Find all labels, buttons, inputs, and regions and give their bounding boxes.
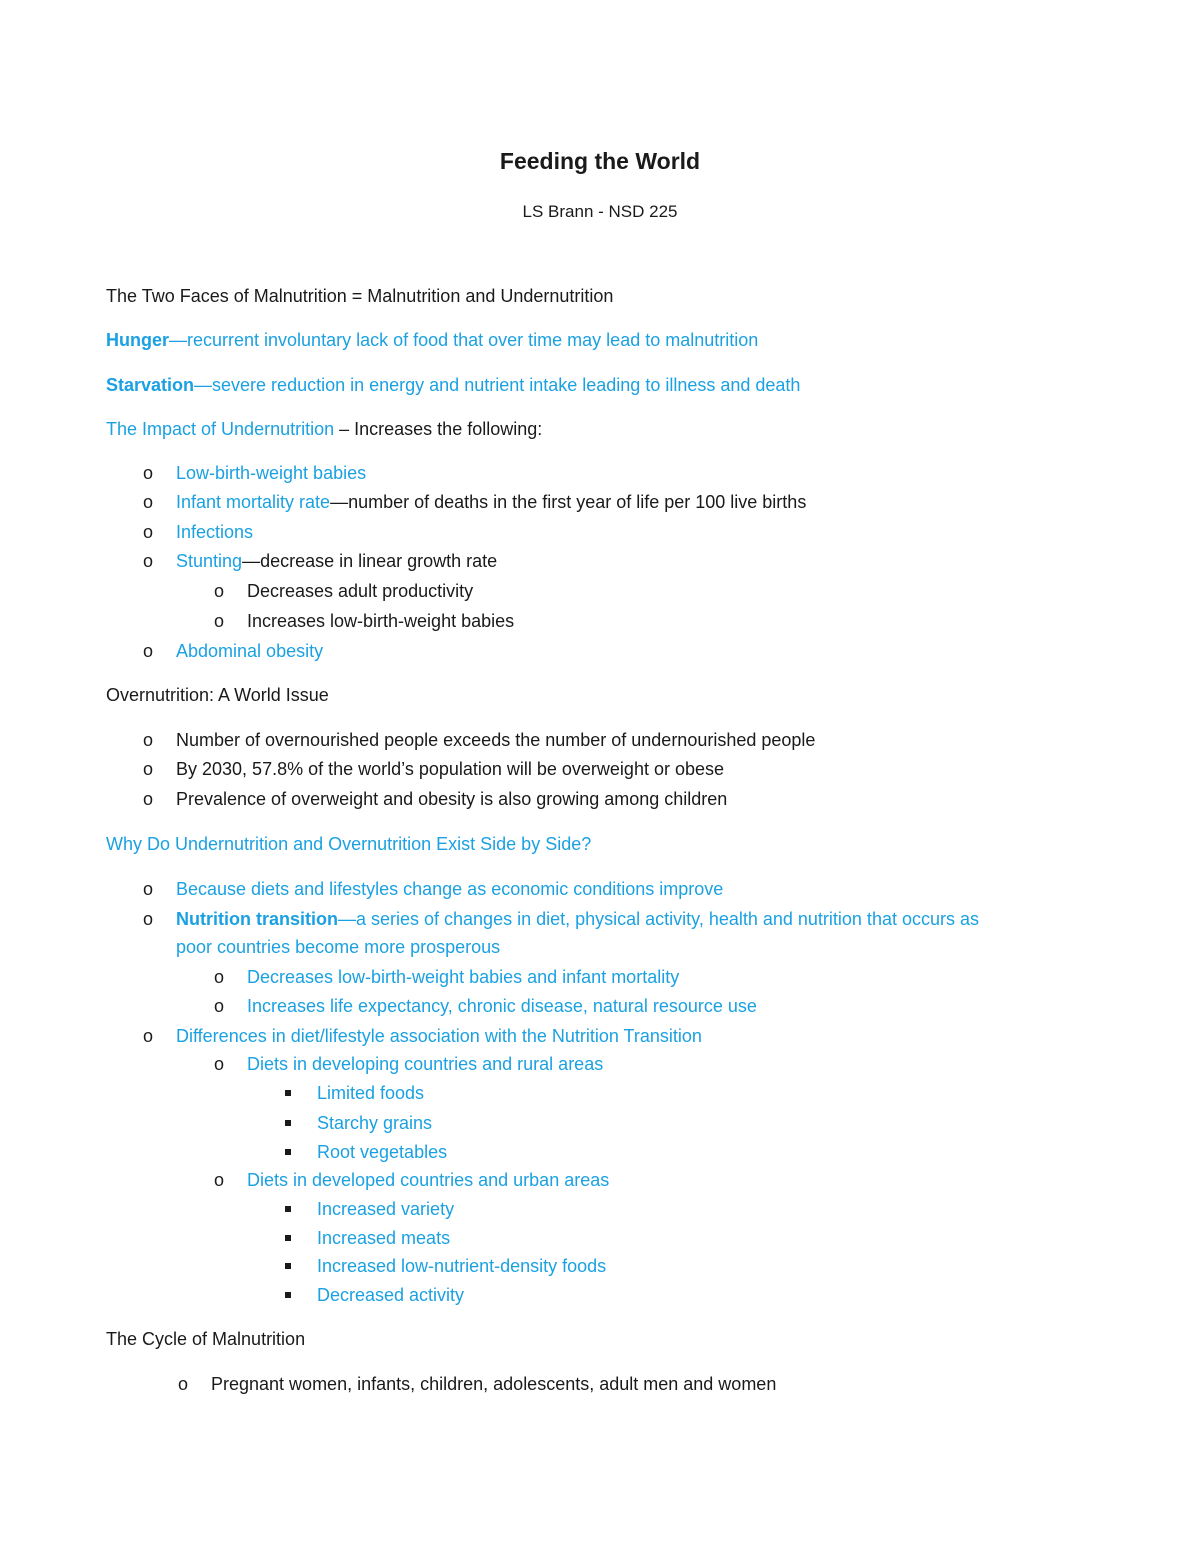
developing-diet-item: Starchy grains (317, 1113, 433, 1133)
starvation-term: Starvation (106, 375, 195, 395)
bullet-icon: o (143, 1026, 154, 1046)
nutrition-transition-def: —a series of changes in diet, physical activity, health and nutrition that occurs as (337, 909, 979, 929)
bullet-icon: o (143, 789, 154, 809)
overnutrition-item: Number of overnourished people exceeds the number of undernourished people (176, 730, 816, 750)
developed-diet-item: Increased meats (317, 1228, 451, 1248)
starvation-def: —severe reduction in energy and nutrient intake leading to illness and death (194, 375, 801, 395)
differences-item: Differences in diet/lifestyle association with the Nutrition Transition (176, 1026, 702, 1046)
why-heading: Why Do Undernutrition and Overnutrition Exist Side by Side? (106, 834, 592, 854)
impact-item-term: Stunting (176, 551, 243, 571)
developed-diet-item: Decreased activity (317, 1285, 465, 1305)
square-bullet-icon (285, 1263, 291, 1269)
nutrition-transition-item (176, 908, 979, 931)
hunger-definition (106, 329, 758, 352)
bullet-icon: o (214, 1170, 225, 1190)
bullet-icon: o (143, 492, 154, 512)
impact-item-term: Infant mortality rate (176, 492, 331, 512)
impact-item (176, 491, 806, 514)
square-bullet-icon (285, 1120, 291, 1126)
developed-diet-item: Increased low-nutrient-density foods (317, 1256, 607, 1276)
two-faces-line: The Two Faces of Malnutrition = Malnutrition and Undernutrition (106, 286, 614, 306)
impact-heading-rest: – Increases the following: (334, 419, 543, 439)
impact-heading-term: The Impact of Undernutrition (106, 419, 335, 439)
impact-item: Infections (176, 522, 254, 542)
bullet-icon: o (214, 581, 225, 601)
nutrition-transition-term: Nutrition transition (176, 909, 338, 929)
overnutrition-item: By 2030, 57.8% of the world’s population will be overweight or obese (176, 759, 725, 779)
square-bullet-icon (285, 1292, 291, 1298)
transition-sub-item: Decreases low-birth-weight babies and infant mortality (247, 967, 680, 987)
hunger-term: Hunger (106, 330, 169, 350)
bullet-icon: o (143, 463, 154, 483)
bullet-icon: o (214, 996, 225, 1016)
developed-diet-item: Increased variety (317, 1199, 455, 1219)
bullet-icon: o (143, 909, 154, 929)
stunting-sub-item: Decreases adult productivity (247, 581, 474, 601)
bullet-icon: o (143, 522, 154, 542)
bullet-icon: o (214, 967, 225, 987)
starvation-definition (106, 374, 800, 397)
impact-heading (106, 418, 542, 441)
overnutrition-item: Prevalence of overweight and obesity is also growing among children (176, 789, 728, 809)
stunting-sub-item: Increases low-birth-weight babies (247, 611, 515, 631)
impact-item-rest: —number of deaths in the first year of life per 100 live births (330, 492, 807, 512)
nutrition-transition-def-cont: poor countries become more prosperous (176, 937, 501, 957)
page-title: Feeding the World (499, 148, 701, 174)
square-bullet-icon (285, 1206, 291, 1212)
bullet-icon: o (143, 730, 154, 750)
impact-item (176, 550, 497, 573)
impact-item: Low-birth-weight babies (176, 463, 367, 483)
bullet-icon: o (143, 641, 154, 661)
bullet-icon: o (214, 1054, 225, 1074)
developed-diets-item: Diets in developed countries and urban areas (247, 1170, 610, 1190)
square-bullet-icon (285, 1235, 291, 1241)
developing-diets-item: Diets in developing countries and rural areas (247, 1054, 604, 1074)
hunger-def: —recurrent involuntary lack of food that over time may lead to malnutrition (169, 330, 759, 350)
bullet-icon: o (143, 551, 154, 571)
developing-diet-item: Root vegetables (317, 1142, 448, 1162)
cycle-heading: The Cycle of Malnutrition (106, 1329, 306, 1349)
impact-item: Abdominal obesity (176, 641, 324, 661)
bullet-icon: o (214, 611, 225, 631)
square-bullet-icon (285, 1090, 291, 1096)
developing-diet-item: Limited foods (317, 1083, 425, 1103)
bullet-icon: o (143, 759, 154, 779)
bullet-icon: o (178, 1374, 189, 1394)
why-item: Because diets and lifestyles change as economic conditions improve (176, 879, 724, 899)
impact-item-rest: —decrease in linear growth rate (242, 551, 498, 571)
overnutrition-heading: Overnutrition: A World Issue (106, 685, 329, 705)
transition-sub-item: Increases life expectancy, chronic disease, natural resource use (247, 996, 757, 1016)
bullet-icon: o (143, 879, 154, 899)
page-subtitle: LS Brann - NSD 225 (522, 202, 678, 221)
cycle-item: Pregnant women, infants, children, adolescents, adult men and women (211, 1374, 777, 1394)
square-bullet-icon (285, 1149, 291, 1155)
